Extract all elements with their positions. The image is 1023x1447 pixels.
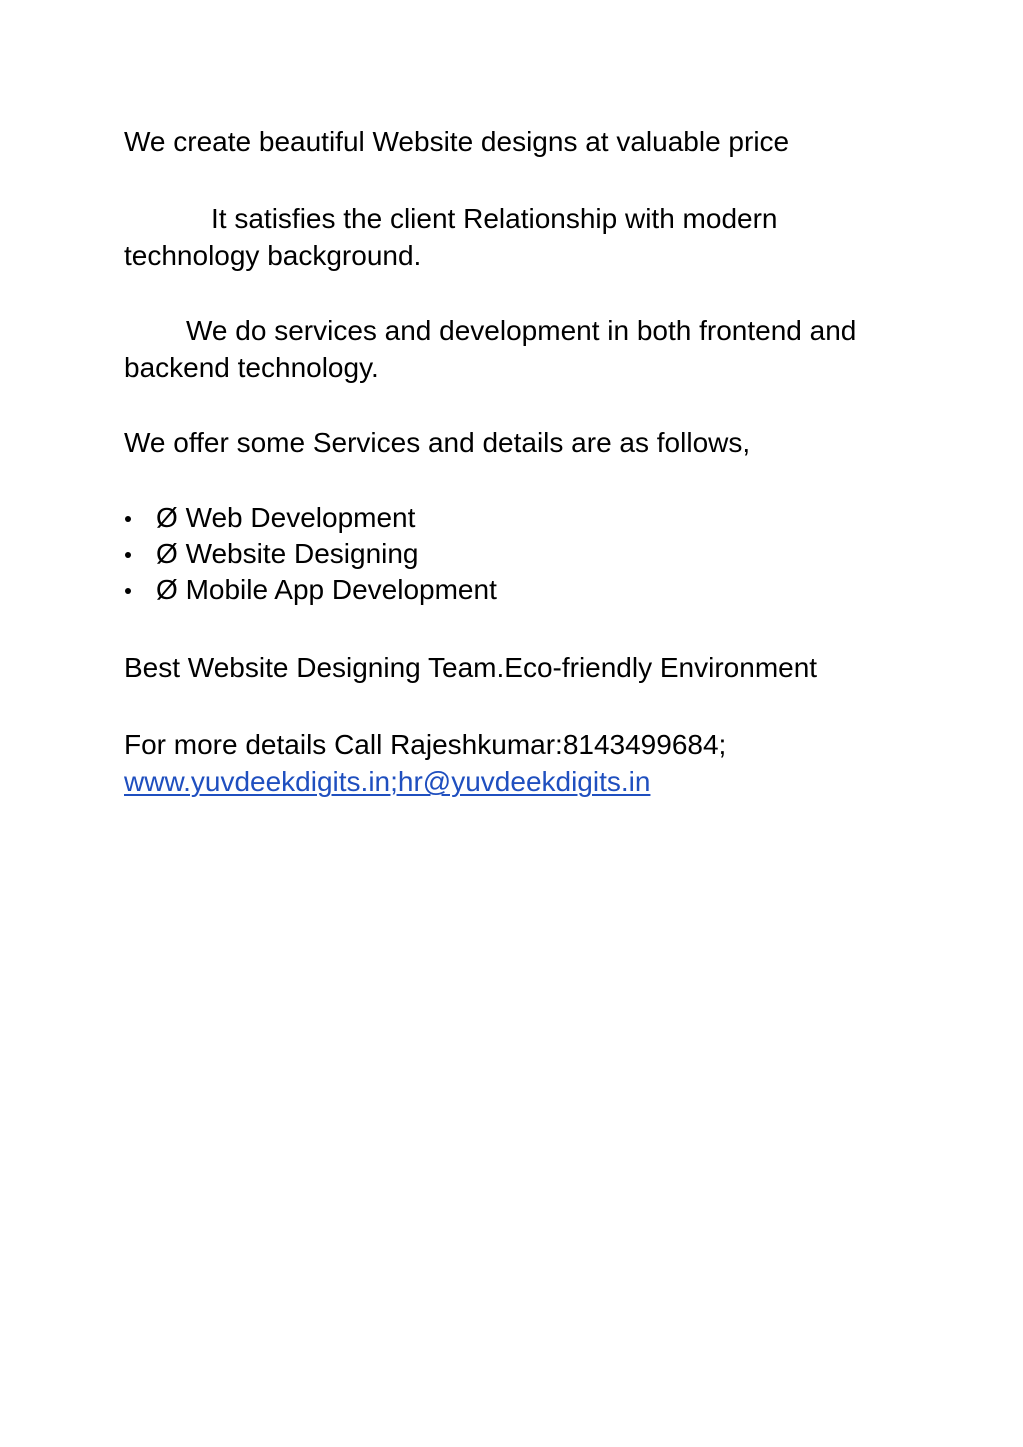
- relationship-paragraph: It satisfies the client Relationship with modern technology background.: [124, 203, 778, 271]
- services-list: [124, 500, 497, 608]
- list-item-marker: Ø: [156, 502, 186, 533]
- website-email-link[interactable]: www.yuvdeekdigits.in;hr@yuvdeekdigits.in: [124, 766, 651, 797]
- intro-paragraph: We create beautiful Website designs at valuable price: [124, 126, 790, 157]
- list-item-marker: Ø: [156, 538, 186, 569]
- list-item-label: Web Development: [185, 502, 416, 533]
- list-item-label: Mobile App Development: [185, 574, 497, 605]
- list-item: [124, 572, 497, 608]
- bullet-dot-icon: [125, 552, 131, 558]
- list-item-marker: Ø: [156, 574, 186, 605]
- list-item: [124, 500, 497, 536]
- offer-paragraph: We offer some Services and details are as follows,: [124, 427, 751, 458]
- list-item-label: Website Designing: [185, 538, 419, 569]
- bullet-dot-icon: [125, 588, 131, 594]
- contact-block: [124, 726, 904, 800]
- services-development-paragraph: We do services and development in both frontend and backend technology.: [124, 315, 857, 383]
- list-item: [124, 536, 497, 572]
- bullet-dot-icon: [125, 516, 131, 522]
- team-paragraph: Best Website Designing Team.Eco-friendly Environment: [124, 652, 818, 683]
- contact-text: For more details Call Rajeshkumar:8143499684;: [124, 729, 727, 760]
